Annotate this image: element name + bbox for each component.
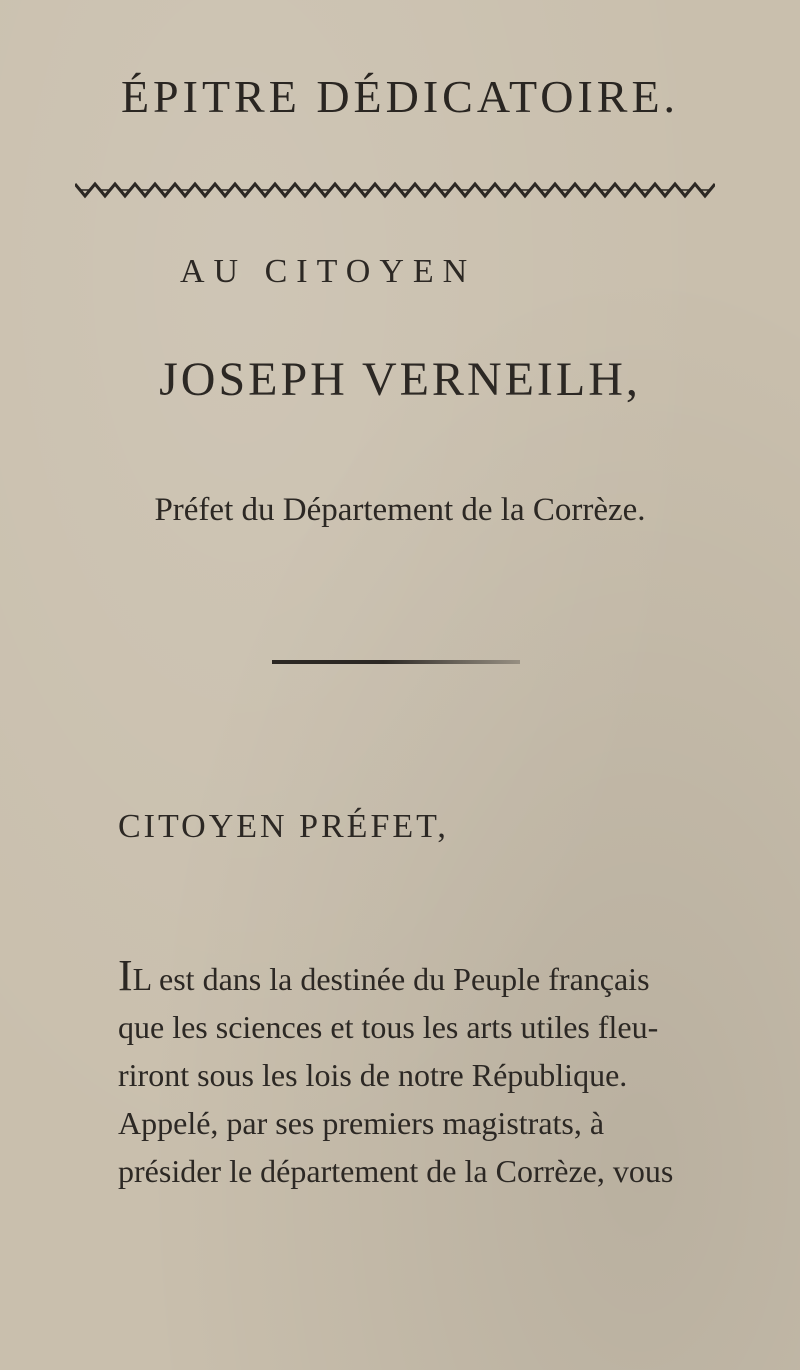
body-line-1 [118,951,718,1003]
page-heading: ÉPITRE DÉDICATOIRE. [120,71,680,122]
body-line-4: Appelé, par ses premiers magistrats, à [118,1105,605,1141]
body-line-1-text: L est dans la destinée du Peuple français [132,961,650,997]
body-line-3: riront sous les lois de notre République. [118,1057,628,1093]
dedicatee-name: JOSEPH VERNEILH, [159,353,641,406]
ornamental-border [75,180,715,200]
body-line-5: présider le département de la Corrèze, vous [118,1153,674,1189]
drop-cap: I [118,951,133,1000]
letter-body [118,951,718,1195]
body-line-2: que les sciences et tous les arts utiles fleu- [118,1009,659,1045]
dedicatee-office: Préfet du Département de la Corrèze. [154,492,646,528]
salutation: CITOYEN PRÉFET, [118,808,449,845]
dedication-to-line: AU CITOYEN [180,253,477,290]
section-divider [272,660,520,664]
